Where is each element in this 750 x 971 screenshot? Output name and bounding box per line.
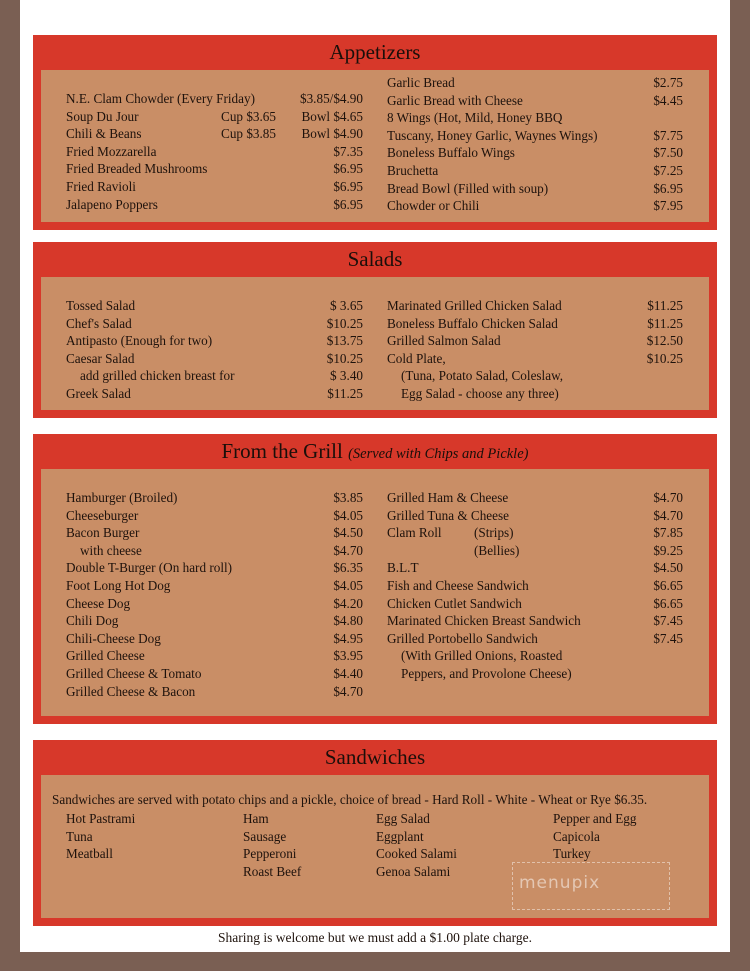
- menu-item-price: $ 3.65: [330, 298, 363, 313]
- menu-item-price: $7.35: [333, 143, 363, 159]
- menu-item-price: $7.45: [653, 613, 683, 629]
- menu-item-name: Marinated Grilled Chicken Salad: [387, 298, 562, 313]
- menu-item-price: $7.45: [653, 630, 683, 646]
- menu-item-name: Grilled Cheese: [66, 648, 145, 664]
- menu-item-price: Bowl $4.65: [301, 108, 363, 124]
- menu-item-name: Egg Salad - choose any three): [401, 386, 559, 401]
- sandwich-item: Roast Beef: [243, 863, 302, 879]
- menu-item-size-price: (Strips): [474, 525, 514, 541]
- menu-item-price: $6.95: [333, 179, 363, 194]
- menu-item-price: $4.40: [333, 666, 363, 681]
- menu-item-price: $7.95: [653, 198, 683, 214]
- menu-item-price: $9.25: [653, 542, 683, 558]
- menu-item-name: Chef's Salad: [66, 315, 132, 331]
- menu-item-price: $4.05: [333, 507, 363, 523]
- sandwich-item: Pepperoni: [243, 846, 297, 862]
- menu-item-price: $4.70: [653, 507, 683, 523]
- menu-item-size-price: Cup $3.85: [221, 126, 276, 142]
- salads-panel: [33, 242, 717, 418]
- menu-item-price: $11.25: [647, 315, 683, 331]
- menu-item-name: Grilled Ham & Cheese: [387, 490, 509, 505]
- menu-item-size-price: Cup $3.65: [221, 108, 276, 124]
- menu-item-name: Caesar Salad: [66, 350, 135, 366]
- menu-item-price: $4.50: [333, 525, 363, 541]
- sandwich-item: Genoa Salami: [376, 863, 451, 879]
- menu-item-name: Chicken Cutlet Sandwich: [387, 595, 522, 611]
- menu-item-price: $4.50: [653, 560, 683, 576]
- menu-item-name: 8 Wings (Hot, Mild, Honey BBQ: [387, 110, 563, 126]
- menu-item-name: Fried Ravioli: [66, 179, 136, 194]
- plate-charge-note: Sharing is welcome but we must add a $1.00 plate charge.: [218, 930, 532, 945]
- menu-item-name: Tossed Salad: [66, 298, 136, 313]
- menu-item-price: $7.85: [653, 525, 683, 541]
- menu-item-price: $2.75: [653, 75, 683, 90]
- menu-item-name: Hamburger (Broiled): [66, 490, 178, 505]
- menu-item-price: $10.25: [646, 350, 683, 366]
- menu-item-name: Clam Roll: [387, 525, 442, 541]
- menu-item-name: Cheese Dog: [66, 595, 131, 611]
- sandwich-item: Ham: [243, 811, 269, 826]
- menu-item-name: Cold Plate,: [387, 350, 446, 366]
- menu-item-name: (With Grilled Onions, Roasted: [401, 648, 563, 664]
- menu-item-price: $4.80: [333, 613, 363, 629]
- menu-item-name: add grilled chicken breast for: [80, 368, 235, 384]
- menu-item-name: Jalapeno Poppers: [66, 196, 158, 212]
- menu-item-price: $12.50: [646, 333, 683, 349]
- menu-item-name: Bacon Burger: [66, 525, 140, 541]
- menu-item-price: $13.75: [326, 333, 363, 349]
- menu-item-name: B.L.T: [387, 560, 419, 576]
- menu-item-name: Chili Dog: [66, 613, 119, 629]
- menu-item-name: Fish and Cheese Sandwich: [387, 578, 529, 593]
- sandwich-item: Eggplant: [376, 828, 424, 844]
- menu-item-price: $10.25: [326, 315, 363, 331]
- menu-item-name: Boneless Buffalo Wings: [387, 145, 515, 161]
- grill-title: From the Grill: [221, 439, 343, 463]
- sandwich-item: Hot Pastrami: [66, 811, 136, 826]
- menu-item-name: Fried Breaded Mushrooms: [66, 161, 208, 177]
- grill-subtitle: (Served with Chips and Pickle): [348, 446, 529, 462]
- menu-item-price: $7.75: [653, 127, 683, 143]
- menu-item-name: Soup Du Jour: [66, 108, 139, 124]
- sandwich-item: Capicola: [553, 828, 600, 844]
- sandwich-item: Cooked Salami: [376, 846, 457, 862]
- menu-item-price: $4.70: [333, 683, 363, 699]
- menu-item-price: $7.25: [653, 163, 683, 178]
- menu-item-price: $10.25: [326, 350, 363, 366]
- sandwiches-intro: Sandwiches are served with potato chips and a pickle, choice of bread - Hard Roll - White - Wheat or Rye $6.35.: [52, 792, 648, 807]
- section-title: [33, 439, 717, 464]
- menu-item-name: Grilled Salmon Salad: [387, 333, 501, 349]
- menu-item-price: $4.95: [333, 630, 363, 646]
- menu-item-name: Greek Salad: [66, 386, 131, 401]
- menu-item-name: Chili & Beans: [66, 126, 142, 142]
- menu-item-price: $6.95: [333, 161, 363, 177]
- menu-item-name: Antipasto (Enough for two): [66, 333, 213, 349]
- menu-item-price: $4.70: [653, 490, 683, 505]
- menu-item-name: Foot Long Hot Dog: [66, 578, 171, 593]
- menu-item-name: Tuscany, Honey Garlic, Waynes Wings): [387, 127, 598, 143]
- menu-item-price: $11.25: [647, 298, 683, 313]
- menu-item-name: Cheeseburger: [66, 507, 139, 523]
- menu-item-name: Double T-Burger (On hard roll): [66, 560, 233, 576]
- menu-item-price: Bowl $4.90: [301, 126, 363, 142]
- menu-item-name: with cheese: [80, 542, 142, 558]
- menu-item-price: $4.05: [333, 578, 363, 593]
- menu-item-price: $6.65: [653, 595, 683, 611]
- sandwich-item: Pepper and Egg: [553, 811, 637, 826]
- menu-item-name: Grilled Portobello Sandwich: [387, 630, 538, 646]
- menu-item-name: (Tuna, Potato Salad, Coleslaw,: [401, 368, 564, 384]
- section-title: Sandwiches: [324, 745, 426, 769]
- menu-item-price: $3.85: [333, 490, 363, 505]
- sandwich-item: Turkey: [553, 846, 591, 862]
- menu-item-name: Bruchetta: [387, 163, 439, 178]
- menu-item-price: $3.85/$4.90: [299, 91, 363, 106]
- menu-item-price: $11.25: [327, 386, 363, 401]
- menu-item-name: Grilled Cheese & Bacon: [66, 683, 196, 699]
- sandwich-item: Meatball: [66, 846, 113, 862]
- sandwich-item: Egg Salad: [376, 811, 430, 826]
- menu-item-price: $4.70: [333, 542, 363, 558]
- menu-item-price: $6.95: [653, 180, 683, 196]
- menu-item-name: Fried Mozzarella: [66, 143, 157, 159]
- menu-item-name: N.E. Clam Chowder (Every Friday): [66, 91, 255, 106]
- menu-item-price: $3.95: [333, 648, 363, 664]
- menu-item-size-price: (Bellies): [474, 542, 520, 558]
- menu-item-price: $6.35: [333, 560, 363, 576]
- menu-item-price: $7.50: [653, 145, 683, 161]
- menu-item-price: $4.20: [333, 595, 363, 611]
- menu-item-price: $4.45: [653, 92, 683, 108]
- sandwich-item: Sausage: [243, 828, 287, 844]
- menu-item-name: Chowder or Chili: [387, 198, 480, 214]
- menu-item-name: Peppers, and Provolone Cheese): [401, 666, 572, 681]
- menu-item-name: Chili-Cheese Dog: [66, 630, 161, 646]
- sandwich-item: Tuna: [66, 828, 93, 844]
- menu-item-name: Grilled Cheese & Tomato: [66, 666, 202, 681]
- section-title: Salads: [347, 247, 403, 271]
- menu-item-price: $6.95: [333, 196, 363, 212]
- menu-item-name: Grilled Tuna & Cheese: [387, 507, 509, 523]
- menu-item-name: Garlic Bread: [387, 75, 455, 90]
- menupix-watermark: menupix: [512, 862, 670, 910]
- menu-item-name: Garlic Bread with Cheese: [387, 92, 523, 108]
- menu-item-price: $ 3.40: [330, 368, 363, 384]
- menu-item-price: $6.65: [653, 578, 683, 593]
- section-title: Appetizers: [329, 40, 421, 64]
- menu-item-name: Marinated Chicken Breast Sandwich: [387, 613, 581, 629]
- menu-item-name: Boneless Buffalo Chicken Salad: [387, 315, 558, 331]
- menu-item-name: Bread Bowl (Filled with soup): [387, 180, 549, 196]
